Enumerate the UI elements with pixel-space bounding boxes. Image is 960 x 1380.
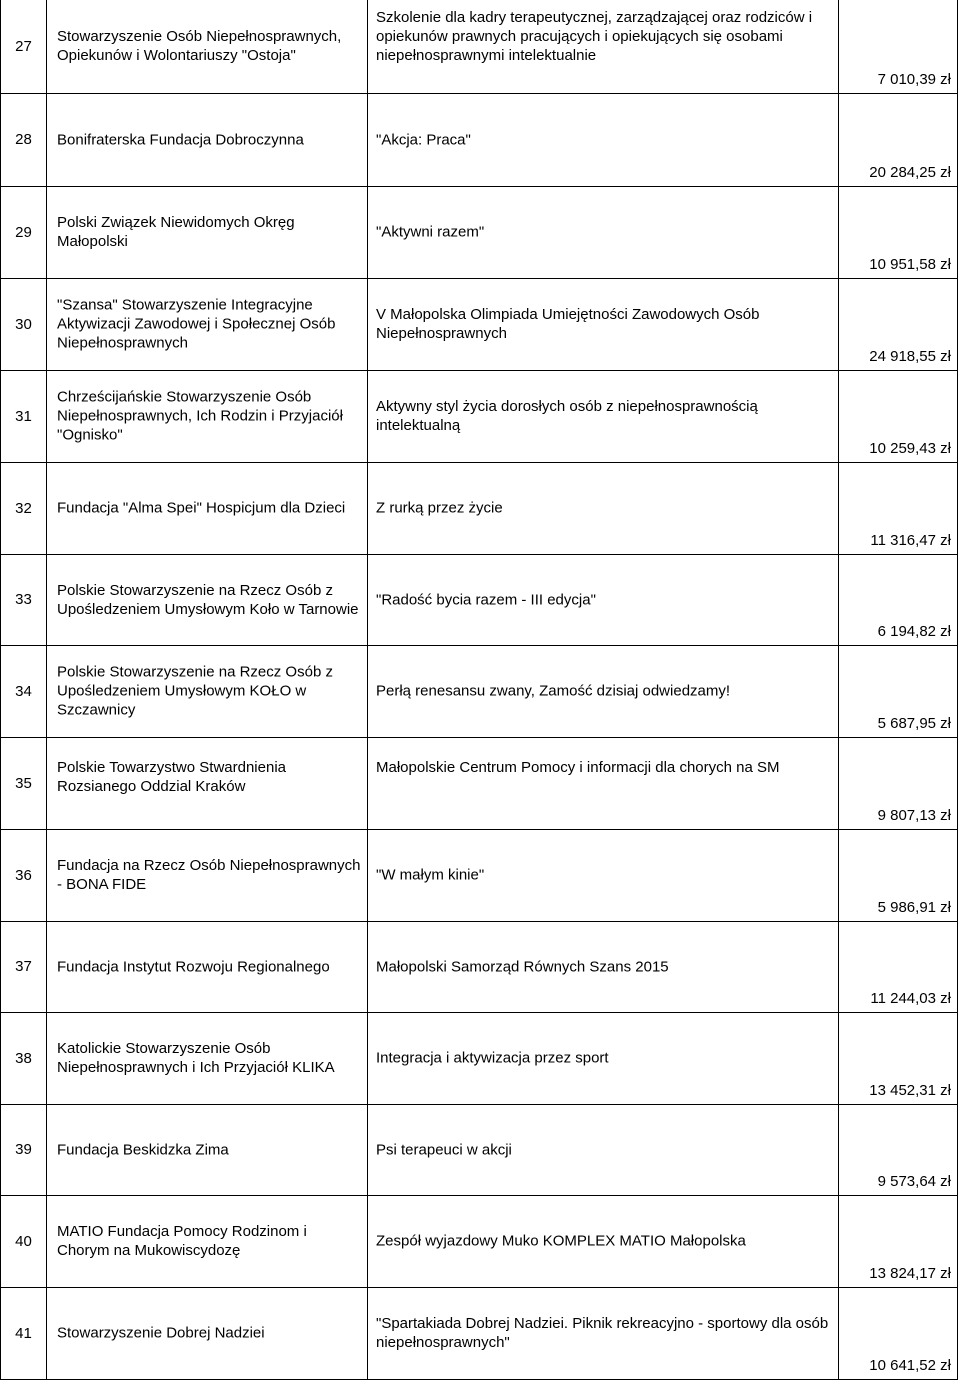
project-cell bbox=[368, 1195, 839, 1287]
project-title: Szkolenie dla kadry terapeutycznej, zarządzającej oraz rodziców i opiekunów prawnych pracujących i opiekujących się osobami niepełnosprawnymi intelektualnie bbox=[376, 9, 813, 64]
table-row bbox=[1, 645, 958, 737]
row-number: 29 bbox=[1, 186, 47, 278]
organization-name: Katolickie Stowarzyszenie Osób Niepełnosprawnych i Ich Przyjaciół KLIKA bbox=[57, 1040, 335, 1076]
amount-cell bbox=[839, 370, 958, 462]
amount-value: 10 259,43 zł bbox=[869, 439, 951, 457]
row-number: 35 bbox=[1, 737, 47, 829]
organization-name: MATIO Fundacja Pomocy Rodzinom i Chorym na Mukowiscydozę bbox=[57, 1223, 307, 1259]
amount-value: 10 951,58 zł bbox=[869, 255, 951, 273]
amount-cell bbox=[839, 1012, 958, 1104]
amount-cell bbox=[839, 737, 958, 829]
organization-cell bbox=[47, 93, 368, 186]
project-cell bbox=[368, 370, 839, 462]
project-title: Aktywny styl życia dorosłych osób z niepełnosprawnością intelektualną bbox=[376, 398, 758, 434]
organization-cell bbox=[47, 278, 368, 370]
row-number: 39 bbox=[1, 1104, 47, 1195]
amount-value: 5 687,95 zł bbox=[877, 714, 951, 732]
organization-name: Fundacja na Rzecz Osób Niepełnosprawnych - BONA FIDE bbox=[57, 857, 361, 893]
table-row bbox=[1, 921, 958, 1012]
project-title: "W małym kinie" bbox=[376, 866, 485, 884]
amount-cell bbox=[839, 1195, 958, 1287]
table-row bbox=[1, 462, 958, 554]
project-title: "Akcja: Praca" bbox=[376, 131, 471, 148]
project-title: "Spartakiada Dobrej Nadziei. Piknik rekreacyjno - sportowy dla osób niepełnosprawnych" bbox=[376, 1315, 829, 1351]
row-number: 32 bbox=[1, 462, 47, 554]
organization-name: Stowarzyszenie Dobrej Nadziei bbox=[57, 1324, 265, 1342]
organization-name: Fundacja Instytut Rozwoju Regionalnego bbox=[57, 958, 330, 975]
organization-name: Fundacja Beskidzka Zima bbox=[57, 1141, 229, 1158]
table-row bbox=[1, 278, 958, 370]
amount-cell bbox=[839, 829, 958, 921]
table-row bbox=[1, 93, 958, 186]
organization-cell bbox=[47, 1012, 368, 1104]
amount-cell bbox=[839, 0, 958, 93]
table-row bbox=[1, 829, 958, 921]
amount-value: 13 452,31 zł bbox=[869, 1081, 951, 1099]
project-cell bbox=[368, 737, 839, 829]
amount-value: 9 573,64 zł bbox=[877, 1172, 951, 1190]
project-title: "Aktywni razem" bbox=[376, 223, 485, 241]
table-row bbox=[1, 1104, 958, 1195]
project-title: Psi terapeuci w akcji bbox=[376, 1141, 512, 1158]
project-title: V Małopolska Olimpiada Umiejętności Zawodowych Osób Niepełnosprawnych bbox=[376, 306, 760, 342]
row-number: 38 bbox=[1, 1012, 47, 1104]
table-row bbox=[1, 186, 958, 278]
amount-cell bbox=[839, 186, 958, 278]
row-number: 27 bbox=[1, 0, 47, 93]
organization-cell bbox=[47, 1104, 368, 1195]
organization-name: Polskie Stowarzyszenie na Rzecz Osób z Upośledzeniem Umysłowym Koło w Tarnowie bbox=[57, 581, 359, 618]
project-title: Małopolskie Centrum Pomocy i informacji dla chorych na SM bbox=[376, 758, 780, 776]
organization-name: Stowarzyszenie Osób Niepełnosprawnych, Opiekunów i Wolontariuszy "Ostoja" bbox=[57, 28, 342, 65]
project-title: "Radość bycia razem - III edycja" bbox=[376, 591, 596, 608]
organization-cell bbox=[47, 462, 368, 554]
project-title: Zespół wyjazdowy Muko KOMPLEX MATIO Małopolska bbox=[376, 1232, 746, 1250]
project-title: Z rurką przez życie bbox=[376, 499, 503, 517]
organization-name: Chrześcijańskie Stowarzyszenie Osób Niepełnosprawnych, Ich Rodzin i Przyjaciół "Ognisko" bbox=[57, 388, 343, 444]
project-cell bbox=[368, 1012, 839, 1104]
amount-cell bbox=[839, 921, 958, 1012]
organization-name: "Szansa" Stowarzyszenie Integracyjne Aktywizacji Zawodowej i Społecznej Osób Niepełnosprawnych bbox=[57, 296, 336, 352]
amount-value: 11 316,47 zł bbox=[870, 531, 951, 549]
organization-name: Bonifraterska Fundacja Dobroczynna bbox=[57, 131, 304, 148]
organization-cell bbox=[47, 0, 368, 93]
row-number: 31 bbox=[1, 370, 47, 462]
amount-cell bbox=[839, 554, 958, 645]
project-cell bbox=[368, 921, 839, 1012]
table-row bbox=[1, 0, 958, 93]
project-cell bbox=[368, 1287, 839, 1379]
table-row bbox=[1, 1287, 958, 1379]
amount-value: 9 807,13 zł bbox=[877, 806, 951, 824]
amount-cell bbox=[839, 278, 958, 370]
amount-value: 24 918,55 zł bbox=[869, 347, 951, 365]
organization-cell bbox=[47, 829, 368, 921]
organization-cell bbox=[47, 554, 368, 645]
amount-value: 7 010,39 zł bbox=[877, 70, 951, 88]
table-row bbox=[1, 554, 958, 645]
amount-value: 13 824,17 zł bbox=[869, 1264, 951, 1282]
amount-value: 6 194,82 zł bbox=[877, 622, 951, 640]
project-cell bbox=[368, 0, 839, 93]
row-number: 28 bbox=[1, 93, 47, 186]
project-cell bbox=[368, 829, 839, 921]
amount-cell bbox=[839, 1287, 958, 1379]
table-row bbox=[1, 1195, 958, 1287]
project-cell bbox=[368, 186, 839, 278]
row-number: 37 bbox=[1, 921, 47, 1012]
organization-name: Polskie Towarzystwo Stwardnienia Rozsianego Oddzial Kraków bbox=[57, 758, 286, 795]
project-title: Małopolski Samorząd Równych Szans 2015 bbox=[376, 958, 669, 975]
row-number: 30 bbox=[1, 278, 47, 370]
amount-cell bbox=[839, 645, 958, 737]
project-cell bbox=[368, 1104, 839, 1195]
amount-cell bbox=[839, 462, 958, 554]
project-cell bbox=[368, 645, 839, 737]
organization-cell bbox=[47, 186, 368, 278]
project-cell bbox=[368, 462, 839, 554]
amount-cell bbox=[839, 1104, 958, 1195]
project-cell bbox=[368, 93, 839, 186]
project-title: Perłą renesansu zwany, Zamość dzisiaj odwiedzamy! bbox=[376, 682, 731, 700]
table-row bbox=[1, 370, 958, 462]
organization-cell bbox=[47, 737, 368, 829]
row-number: 36 bbox=[1, 829, 47, 921]
organization-name: Polski Związek Niewidomych Okręg Małopolski bbox=[57, 214, 295, 250]
amount-value: 20 284,25 zł bbox=[869, 163, 951, 181]
grants-table-body bbox=[1, 0, 958, 1379]
organization-cell bbox=[47, 645, 368, 737]
row-number: 40 bbox=[1, 1195, 47, 1287]
row-number: 41 bbox=[1, 1287, 47, 1379]
project-cell bbox=[368, 554, 839, 645]
table-row bbox=[1, 737, 958, 829]
organization-cell bbox=[47, 1195, 368, 1287]
organization-cell bbox=[47, 1287, 368, 1379]
table-row bbox=[1, 1012, 958, 1104]
project-title: Integracja i aktywizacja przez sport bbox=[376, 1049, 609, 1067]
amount-value: 11 244,03 zł bbox=[870, 989, 951, 1007]
project-cell bbox=[368, 278, 839, 370]
row-number: 34 bbox=[1, 645, 47, 737]
amount-cell bbox=[839, 93, 958, 186]
organization-name: Fundacja "Alma Spei" Hospicjum dla Dzieci bbox=[57, 499, 346, 517]
organization-cell bbox=[47, 370, 368, 462]
amount-value: 5 986,91 zł bbox=[877, 898, 951, 916]
organization-cell bbox=[47, 921, 368, 1012]
amount-value: 10 641,52 zł bbox=[869, 1356, 951, 1374]
organization-name: Polskie Stowarzyszenie na Rzecz Osób z Upośledzeniem Umysłowym KOŁO w Szczawnicy bbox=[57, 663, 333, 719]
row-number: 33 bbox=[1, 554, 47, 645]
